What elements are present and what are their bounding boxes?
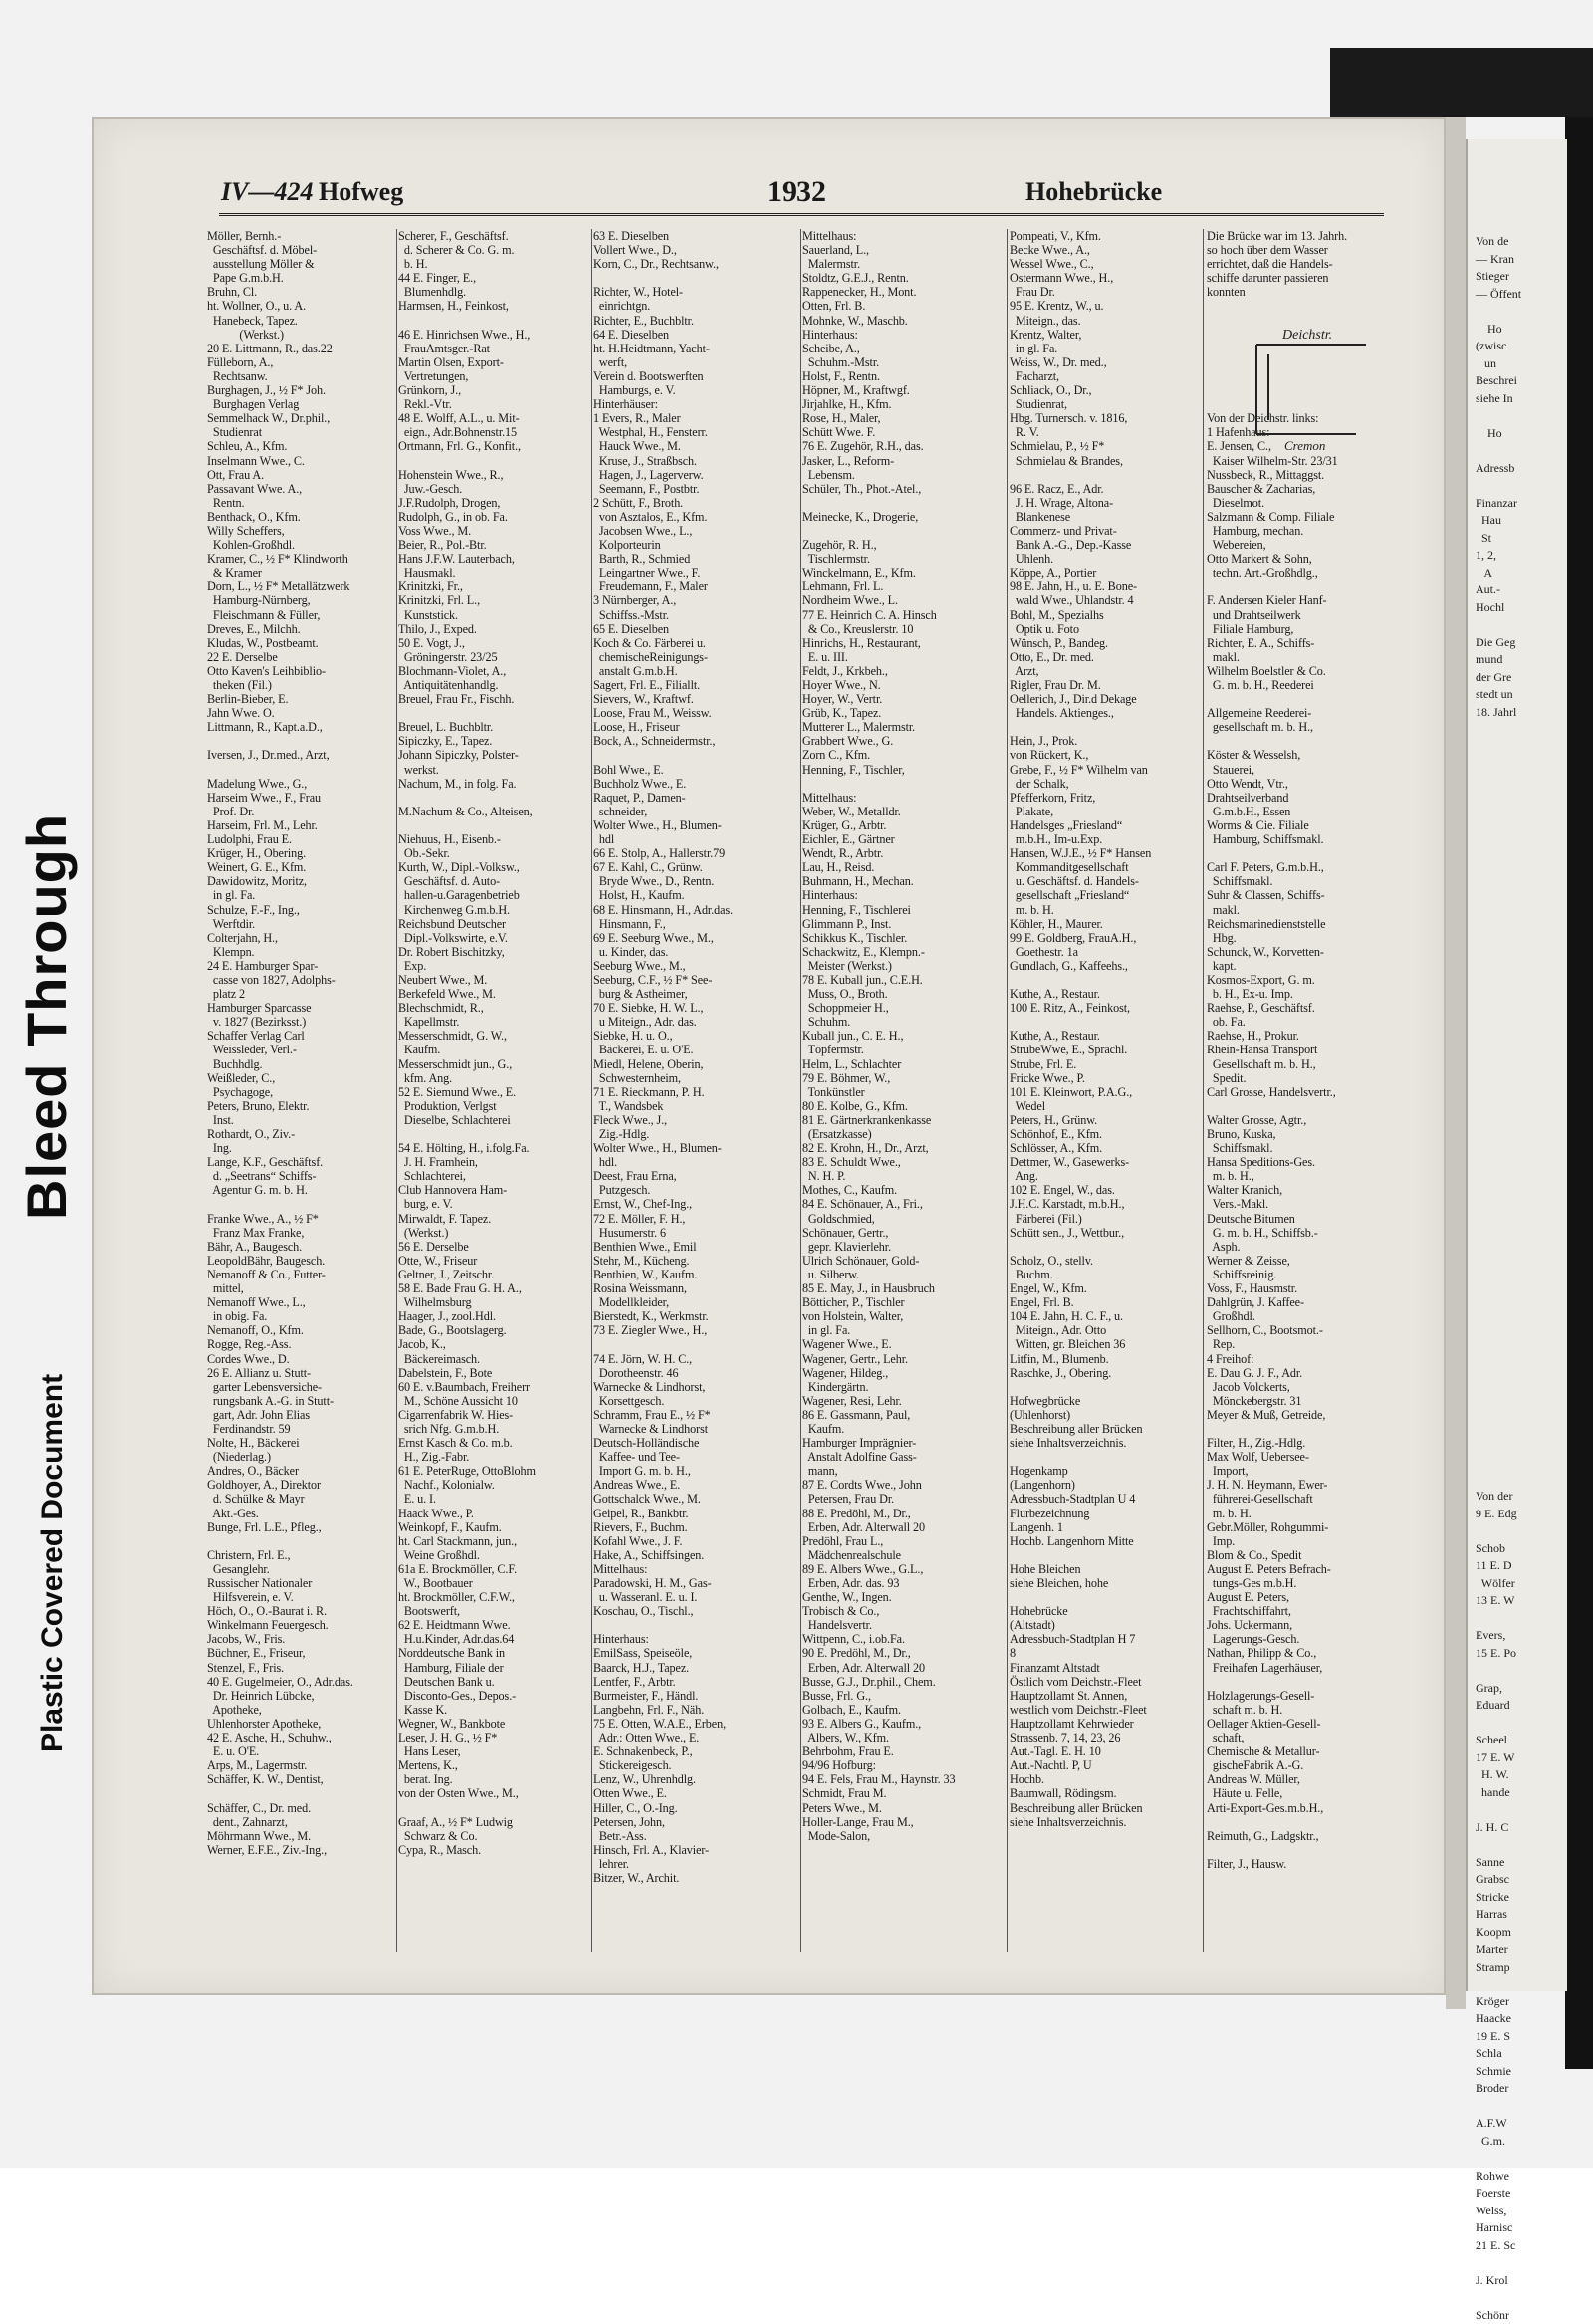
next-page-edge bbox=[1466, 139, 1567, 2322]
page-header bbox=[110, 177, 1384, 213]
plastic-covered-label: Plastic Covered Document bbox=[36, 1373, 69, 1752]
header-right-street: Hohebrücke bbox=[1025, 177, 1163, 206]
book-spine bbox=[1446, 117, 1466, 2009]
column-3: 63 E. Dieselben Vollert Wwe., D., Korn, C., Dr., Rechtsanw., Richter, W., Hotel- einrichtgn. Richter, E., Buchbltr. 64 E. Dieselben ht. H.Heidtmann, Yacht- werft, Verein d. Bootswerften Hamburgs, e. V. Hinterhäuser: 1 Evers, R., Maler Westphal, H., Fensterr. Hauck Wwe., M. Kruse, J., Straßbsch. Hagen, J., Lagerverw. Seemann, F., Postbtr. 2 Schütt, F., Broth. von Asztalos, E., Kfm. Jacobsen Wwe., L., Kolporteurin Barth, R., Schmied Leingartner Wwe., F. Freudemann, F., Maler 3 Nürnberger, A., Schiffss.-Mstr. 65 E. Dieselben Koch & Co. Färberei u. chemischeReinigungs- anstalt G.m.b.H. Sagert, Frl. E., Filiallt. Sievers, W., Kraftwf. Loose, Frau M., Weissw. Loose, H., Friseur Bock, A., Schneidermstr., Bohl Wwe., E. Buchholz Wwe., E. Raquet, P., Damen- schneider, Wolter Wwe., H., Blumen- hdl 66 E. Stolp, A., Hallerstr.79 67 E. Kahl, C., Grünw. Bryde Wwe., D., Rentn. Holst, H., Kaufm. 68 E. Hinsmann, H., Adr.das. Hinsmann, F., 69 E. Seeburg Wwe., M., u. Kinder, das. Seeburg Wwe., M., Seeburg, C.F., ½ F* See- burg & Astheimer, 70 E. Siebke, H. W. L., u Miteign., Adr. das. Siebke, H. u. O., Bäckerei, E. u. O'E. Miedl, Helene, Oberin, Schwesternheim, 71 E. Rieckmann, P. H. T., Wandsbek Fleck Wwe., J., Zig.-Hdlg. Wolter Wwe., H., Blumen- hdl. Deest, Frau Erna, Putzgesch. Ernst, W., Chef-Ing., 72 E. Möller, F. H., Husumerstr. 6 Benthien Wwe., Emil Stehr, M., Kücheng. Benthien, W., Kaufm. Rosina Weissmann, Modellkleider, Bierstedt, K., Werkmstr. 73 E. Ziegler Wwe., H., 74 E. Jörn, W. H. C., Dorotheenstr. 46 Warnecke & Lindhorst, Korsettgesch. Schramm, Frau E., ½ F* Warnecke & Lindhorst Deutsch-Holländische Kaffee- und Tee- Import G. m. b. H., Andreas Wwe., E. Gottschalck Wwe., M. Geipel, R., Bankbtr. Rievers, F., Buchm. Kofahl Wwe., J. F. Hake, A., Schiffsingen. Mittelhaus: Paradowski, H. M., Gas- u. Wasseranl. E. u. I. Koschau, O., Tischl., Hinterhaus: EmilSass, Speiseöle, Baarck, H.J., Tapez. Lentfer, F., Arbtr. Burmeister, F., Händl. Langbehn, Frl. F., Näh. 75 E. Otten, W.A.E., Erben, Adr.: Otten Wwe., E. E. Schnakenbeck, P., Stickereigesch. Lenz, W., Uhrenhdlg. Otten Wwe., E. Hiller, C., O.-Ing. Petersen, John, Betr.-Ass. Hinsch, Frl. A., Klavier- lehrer. Bitzer, W., Archit. bbox=[593, 229, 734, 1885]
column-2: Scherer, F., Geschäftsf. d. Scherer & Co. G. m. b. H. 44 E. Finger, E., Blumenhdlg. Harmsen, H., Feinkost, 46 E. Hinrichsen Wwe., H., FrauAmtsger.-Rat Martin Olsen, Export- Vertretungen, Grünkorn, J., Rekl.-Vtr. 48 E. Wolff, A.L., u. Mit- eign., Adr.Bohnenstr.15 Ortmann, Frl. G., Konfit., Hohenstein Wwe., R., Juw.-Gesch. J.F.Rudolph, Drogen, Rudolph, G., in ob. Fa. Voss Wwe., M. Beier, R., Pol.-Btr. Hans J.F.W. Lauterbach, Hausmakl. Krinitzki, Fr., Krinitzki, Frl. L., Kunststick. Thilo, J., Exped. 50 E. Vogt, J., Gröningerstr. 23/25 Blochmann-Violet, A., Antiquitätenhandlg. Breuel, Frau Fr., Fischh. Breuel, L. Buchbltr. Sipiczky, E., Tapez. Johann Sipiczky, Polster- werkst. Nachum, M., in folg. Fa. M.Nachum & Co., Alteisen, Niehuus, H., Eisenb.- Ob.-Sekr. Kurth, W., Dipl.-Volksw., Geschäftsf. d. Auto- hallen-u.Garagenbetrieb Kirchenweg G.m.b.H. Reichsbund Deutscher Dipl.-Volkswirte, e.V. Dr. Robert Bischitzky, Exp. Neubert Wwe., M. Berkefeld Wwe., M. Blechschmidt, R., Kapellmstr. Messerschmidt, G. W., Kaufm. Messerschmidt jun., G., kfm. Ang. 52 E. Siemund Wwe., E. Produktion, Verlgst Dieselbe, Schlachterei 54 E. Hölting, H., i.folg.Fa. J. H. Framhein, Schlachterei, Club Hannovera Ham- burg, e. V. Mirwaldt, F. Tapez. (Werkst.) 56 E. Derselbe Otte, W., Friseur Geltner, J., Zeitschr. 58 E. Bade Frau G. H. A., Wilhelmsburg Haager, J., zool.Hdl. Bade, G., Bootslagerg. Jacob, K., Bäckereimasch. Dabelstein, F., Bote 60 E. v.Baumbach, Freiherr M., Schöne Aussicht 10 Cigarrenfabrik W. Hies- srich Nfg. G.m.b.H. Ernst Kasch & Co. m.b. H., Zig.-Fabr. 61 E. PeterRuge, OttoBlohm Nachf., Kolonialw. E. u. I. Haack Wwe., P. Weinkopf, F., Kaufm. ht. Carl Stackmann, jun., Weine Großhdl. 61a E. Brockmöller, C.F. W., Bootbauer ht. Brockmöller, C.F.W., Bootswerft, 62 E. Heidtmann Wwe. H.u.Kinder, Adr.das.64 Norddeutsche Bank in Hamburg, Filiale der Deutschen Bank u. Disconto-Ges., Depos.- Kasse K. Wegner, W., Bankbote Leser, J. H. G., ½ F* Hans Leser, Mertens, K., berat. Ing. von der Osten Wwe., M., Graaf, A., ½ F* Ludwig Schwarz & Co. Cypa, R., Masch. bbox=[398, 229, 536, 1857]
column-6: Die Brücke war im 13. Jahrh. so hoch über dem Wasser errichtet, daß die Handels- schiffe darunter passieren konnten Von der Deichstr. links: 1 Hafenhaus: E. Jensen, C., Kaiser Wilhelm-Str. 23/31 Nussbeck, R., Mittaggst. Bauscher & Zacharias, Dieselmot. Salzmann & Comp. Filiale Hamburg, mechan. Webereien, Otto Markert & Sohn, techn. Art.-Großhdlg., F. Andersen Kieler Hanf- und Drahtseilwerk Filiale Hamburg, Richter, E. A., Schiffs- makl. Wilhelm Boelstler & Co. G. m. b. H., Reederei Allgemeine Reederei- gesellschaft m. b. H., Köster & Wesselsh, Stauerei, Otto Wendt, Vtr., Drahtseilverband G.m.b.H., Essen Worms & Cie. Filiale Hamburg, Schiffsmakl. Carl F. Peters, G.m.b.H., Schiffsmakl. Suhr & Classen, Schiffs- makl. Reichsmarinedienststelle Hbg. Schunck, W., Korvetten- kapt. Kosmos-Export, G. m. b. H., Ex-u. Imp. Raehse, P., Geschäftsf. ob. Fa. Raehse, H., Prokur. Rhein-Hansa Transport Gesellschaft m. b. H., Spedit. Carl Grosse, Handelsvertr., Walter Grosse, Agtr., Bruno, Kuska, Schiffsmakl. Hansa Speditions-Ges. m. b. H., Walter Kranich, Vers.-Makl. Deutsche Bitumen G. m. b. H., Schiffsb.- Asph. Werner & Zeisse, Schiffsreinig. Voss, F., Hausmstr. Dahlgrün, J. Kaffee- Großhdl. Sellhorn, C., Bootsmot.- Rep. 4 Freihof: E. Dau G. J. F., Adr. Jacob Volckerts, Mönckebergstr. 31 Meyer & Muß, Getreide, Filter, H., Zig.-Hdlg. Max Wolf, Uebersee- Import, J. H. N. Heymann, Ewer- führerei-Gesellschaft m. b. H. Gebr.Möller, Rohgummi- Imp. Blom & Co., Spedit August E. Peters Befrach- tungs-Ges m.b.H. August E. Peters, Frachtschiffahrt, Johs. Uckermann, Lagerungs-Gesch. Nathan, Philipp & Co., Freihafen Lagerhäuser, Holzlagerungs-Gesell- schaft m. b. H. Oellager Aktien-Gesell- schaft, Chemische & Metallur- gischeFabrik A.-G. Andreas W. Müller, Häute u. Felle, Arti-Export-Ges.m.b.H., Reimuth, G., Ladgsktr., Filter, J., Hausw. bbox=[1207, 229, 1348, 1871]
bleed-through-label: Bleed Through bbox=[15, 813, 78, 1220]
header-left-street: Hofweg bbox=[319, 177, 404, 206]
scanner-edge-block bbox=[1330, 48, 1593, 117]
column-divider bbox=[396, 229, 397, 1952]
column-divider bbox=[1203, 229, 1204, 1952]
bridge-sketch-map bbox=[1227, 325, 1376, 453]
column-divider bbox=[1007, 229, 1008, 1952]
column-divider bbox=[800, 229, 801, 1952]
header-rule bbox=[219, 213, 1384, 216]
page-number: IV—424 bbox=[221, 177, 314, 206]
header-year: 1932 bbox=[767, 175, 826, 208]
column-5: Pompeati, V., Kfm. Becke Wwe., A., Wessel Wwe., C., Ostermann Wwe., H., Frau Dr. 95 E. Krentz, W., u. Miteign., das. Krentz, Walter, in gl. Fa. Weiss, W., Dr. med., Facharzt, Schliack, O., Dr., Studienrat, Hbg. Turnersch. v. 1816, R. V. Schmielau, P., ½ F* Schmielau & Brandes, 96 E. Racz, E., Adr. J. H. Wrage, Altona- Blankenese Commerz- und Privat- Bank A.-G., Dep.-Kasse Uhlenh. Köppe, A., Portier 98 E. Jahn, H., u. E. Bone- wald Wwe., Uhlandstr. 4 Bohl, M., Spezialhs Optik u. Foto Wünsch, P., Bandeg. Otto, E., Dr. med. Arzt, Rigler, Frau Dr. M. Oellerich, J., Dir.d Dekage Handels. Aktienges., Hein, J., Prok. von Rückert, K., Grebe, F., ½ F* Wilhelm van der Schalk, Pfefferkorn, Fritz, Plakate, Handelsges „Friesland“ m.b.H., Im-u.Exp. Hansen, W.J.E., ½ F* Hansen Kommanditgesellschaft u. Geschäftsf. d. Handels- gesellschaft „Friesland“ m. b. H. Köhler, H., Maurer. 99 E. Goldberg, FrauA.H., Goethestr. 1a Gundlach, G., Kaffeehs., Kuthe, A., Restaur. 100 E. Ritz, A., Feinkost, Kuthe, A., Restaur. StrubeWwe, E., Sprachl. Strube, Frl. E. Fricke Wwe., P. 101 E. Kleinwort, P.A.G., Wedel Peters, H., Grünw. Schönhof, E., Kfm. Schlösser, A., Kfm. Dettmer, W., Gasewerks- Ang. 102 E. Engel, W., das. J.H.C. Karstadt, m.b.H., Färberei (Fil.) Schütt sen., J., Wettbur., Scholz, O., stellv. Buchm. Engel, W., Kfm. Engel, Frl. B. 104 E. Jahn, H. C. F., u. Miteign., Adr. Otto Witten, gr. Bleichen 36 Litfin, M., Blumenb. Raschke, J., Obering. Hofwegbrücke (Uhlenhorst) Beschreibung aller Brücken siehe Inhaltsverzeichnis. Hogenkamp (Langenhorn) Adressbuch-Stadtplan U 4 Flurbezeichnung Langenh. 1 Hochb. Langenhorn Mitte Hohe Bleichen siehe Bleichen, hohe Hohebrücke (Altstadt) Adressbuch-Stadtplan H 7 8 Finanzamt Altstadt Östlich vom Deichstr.-Fleet Hauptzollamt St. Annen, westlich vom Deichstr.-Fleet Hauptzollamt Kehrwieder Strassenb. 7, 14, 23, 26 Aut.-Tagl. E. H. 10 Aut.-Nachtl. P, U Hochb. Baumwall, Rödingsm. Beschreibung aller Brücken siehe Inhaltsverzeichnis. bbox=[1010, 229, 1152, 1829]
map-lines bbox=[1256, 345, 1366, 434]
next-page-text: Von de — Kran Stieger — Öffent Ho (zwisc un Beschrei siehe In Ho Adressb Finanzar Hau St 1, 2, A Aut.- Hochl Die Geg mund der Gre stedt un 18. Jahrl Von der 9 E. Edg Schob 11 E. D Wölfer 13 E. W Evers, 15 E. Po Grap, Eduard Scheel 17 E. W H. W. hande J. H. C Sanne Grabsc Stricke Harras Koopm Marter Stramp Kröger Haacke 19 E. S Schla Schmie Broder A.F.W G.m. Rohwe Foerste Welss, Harnisc 21 E. Sc J. Krol Schönr bbox=[1476, 234, 1522, 2322]
map-label-cremon: Cremon bbox=[1284, 438, 1326, 453]
map-label-deichstrasse: Deichstr. bbox=[1282, 328, 1333, 343]
column-1: Möller, Bernh.- Geschäftsf. d. Möbel- ausstellung Möller & Pape G.m.b.H. Bruhn, Cl. ht. Wollner, O., u. A. Hanebeck, Tapez. (Werkst.) 20 E. Littmann, R., das.22 Fülleborn, A., Rechtsanw. Burghagen, J., ½ F* Joh. Burghagen Verlag Semmelhack W., Dr.phil., Studienrat Schleu, A., Kfm. Inselmann Wwe., C. Ott, Frau A. Passavant Wwe. A., Rentn. Benthack, O., Kfm. Willy Scheffers, Kohlen-Großhdl. Kramer, C., ½ F* Klindworth & Kramer Dorn, L., ½ F* Metallätzwerk Hamburg-Nürnberg, Fleischmann & Füller, Dreves, E., Milchh. Kludas, W., Postbeamt. 22 E. Derselbe Otto Kaven's Leihbiblio- theken (Fil.) Berlin-Bieber, E. Jahn Wwe. O. Littmann, R., Kapt.a.D., Iversen, J., Dr.med., Arzt, Madelung Wwe., G., Harseim Wwe., F., Frau Prof. Dr. Harseim, Frl. M., Lehr. Ludolphi, Frau E. Krüger, H., Obering. Weinert, G. E., Kfm. Dawidowitz, Moritz, in gl. Fa. Schulze, F.-F., Ing., Werftdir. Colterjahn, H., Klempn. 24 E. Hamburger Spar- casse von 1827, Adolphs- platz 2 Hamburger Sparcasse v. 1827 (Bezirksst.) Schaffer Verlag Carl Weissleder, Verl.- Buchhdlg. Weißleder, C., Psychagoge, Peters, Bruno, Elektr. Inst. Rothardt, O., Ziv.- Ing. Lange, K.F., Geschäftsf. d. „Seetrans“ Schiffs- Agentur G. m. b. H. Franke Wwe., A., ½ F* Franz Max Franke, Bähr, A., Baugesch. LeopoldBähr, Baugesch. Nemanoff & Co., Futter- mittel, Nemanoff Wwe., L., in obig. Fa. Nemanoff, O., Kfm. Rogge, Reg.-Ass. Cordes Wwe., D. 26 E. Allianz u. Stutt- garter Lebensversiche- rungsbank A.-G. in Stutt- gart, Adr. John Elias Ferdinandstr. 59 Nolte, H., Bäckerei (Niederlag.) Andres, O., Bäcker Goldhoyer, A., Direktor d. Schülke & Mayr Akt.-Ges. Bunge, Frl. L.E., Pfleg., Christern, Frl. E., Gesanglehr. Russischer Nationaler Hilfsverein, e. V. Höch, O., O.-Baurat i. R. Winkelmann Feuergesch. Jacobs, W., Fris. Büchner, E., Friseur, Stenzel, F., Fris. 40 E. Gugelmeier, O., Adr.das. Dr. Heinrich Lübcke, Apotheke, Uhlenhorster Apotheke, 42 E. Asche, H., Schuhw., E. u. O'E. Arps, M., Lagermstr. Schäffer, K. W., Dentist, Schäffer, C., Dr. med. dent., Zahnarzt, Möhrmann Wwe., M. Werner, E.F.E., Ziv.-Ing., bbox=[207, 229, 353, 1857]
column-4: Mittelhaus: Sauerland, L., Malermstr. Stoldtz, G.E.J., Rentn. Rappenecker, H., Mont. Otten, Frl. B. Mohnke, W., Maschb. Hinterhaus: Scheibe, A., Schuhm.-Mstr. Holst, F., Rentn. Höpner, M., Kraftwgf. Jirjahlke, H., Kfm. Rose, H., Maler, Schütt Wwe. F. 76 E. Zugehör, R.H., das. Jasker, L., Reform- Lebensm. Schüler, Th., Phot.-Atel., Meinecke, K., Drogerie, Zugehör, R. H., Tischlermstr. Winckelmann, E., Kfm. Lehmann, Frl. L. Nordheim Wwe., L. 77 E. Heinrich C. A. Hinsch & Co., Kreuslerstr. 10 Hinrichs, H., Restaurant, E. u. III. Feldt, J., Krkbeh., Hoyer Wwe., N. Hoyer, W., Vertr. Grüb, K., Tapez. Mutterer L., Malermstr. Grabbert Wwe., G. Zorn C., Kfm. Henning, F., Tischler, Mittelhaus: Weber, W., Metalldr. Krüger, G., Arbtr. Eichler, E., Gärtner Wendt, R., Arbtr. Lau, H., Reisd. Buhmann, H., Mechan. Hinterhaus: Henning, F., Tischlerei Glimmann P., Inst. Schikkus K., Tischler. Schackwitz, E., Klempn.- Meister (Werkst.) 78 E. Kuball jun., C.E.H. Muss, O., Broth. Schoppmeier H., Schuhm. Kuball jun., C. E. H., Töpfermstr. Helm, L., Schlachter 79 E. Böhmer, W., Tonkünstler 80 E. Kolbe, G., Kfm. 81 E. Gärtnerkrankenkasse (Ersatzkasse) 82 E. Krohn, H., Dr., Arzt, 83 E. Schuldt Wwe., N. H. P. Mothes, C., Kaufm. 84 E. Schönauer, A., Fri., Goldschmied, Schönauer, Gertr., gepr. Klavierlehr. Ulrich Schönauer, Gold- u. Silberw. 85 E. May, J., in Hausbruch Bötticher, P., Tischler von Holstein, Walter, in gl. Fa. Wagener Wwe., E. Wagener, Gertr., Lehr. Wagener, Hildeg., Kindergärtn. Wagener, Resi, Lehr. 86 E. Gassmann, Paul, Kaufm. Hamburger Imprägnier- Anstalt Adolfine Gass- mann, 87 E. Cordts Wwe., John Petersen, Frau Dr. 88 E. Predöhl, M., Dr., Erben, Adr. Alterwall 20 Predöhl, Frau L., Mädchenrealschule 89 E. Albers Wwe., G.L., Erben, Adr. das. 93 Genthe, W., Ingen. Trobisch & Co., Handelsvertr. Wittpenn, C., i.ob.Fa. 90 E. Predöhl, M., Dr., Erben, Adr. Alterwall 20 Busse, G.J., Dr.phil., Chem. Busse, Frl. G., Golbach, E., Kaufm. 93 E. Albers G., Kaufm., Albers, W., Kfm. Behrbohm, Frau E. 94/96 Hofburg: 94 E. Fels, Frau M., Haynstr. 33 Schmidt, Frau M. Peters Wwe., M. Holler-Lange, Frau M., Mode-Salon, bbox=[802, 229, 956, 1843]
scanner-edge-strip bbox=[1565, 117, 1593, 2069]
column-divider bbox=[591, 229, 592, 1952]
